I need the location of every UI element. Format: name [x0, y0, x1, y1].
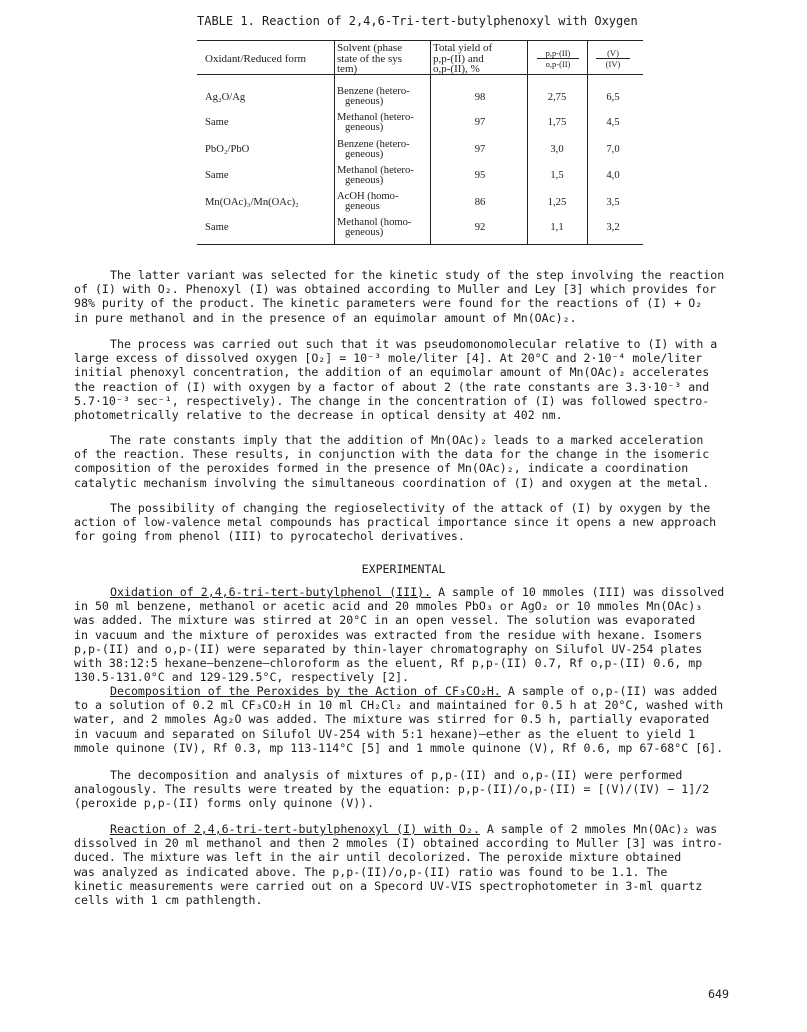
cell-ratio-v-iv: 3,5	[606, 197, 620, 208]
cell-ratio-pp-op: 3,0	[550, 144, 564, 155]
paragraph-oxidation: Oxidation of 2,4,6-tri-tert-butylphenol (III). A sample of 10 mmoles (III) was dissolved in 50 ml benzene, methanol or acetic acid and 20 mmoles PbO₃ or AgO₂ or 10 mmoles Mn(OAc)₃ was added. The mixture was stirred at 20°C in an open vessel. The solution was evaporated in vacuum and the mixture of peroxides was extracted from the residue with hexane. Isomers p,p-(II) and o,p-(II) were separated by thin-layer chromatography on Silufol UV-254 plates with 38:12:5 hexane—benzene—chloroform as the eluent, Rf p,p-(II) 0.7, Rf o,p-(II) 0.6, mp 130.5-131.0°C and 129-129.5°C, respectively [2].	[74, 585, 725, 685]
subsection-title: Reaction of 2,4,6-tri-tert-butylphenoxyl (I) with O₂.	[110, 822, 480, 836]
subsection-title: Oxidation of 2,4,6-tri-tert-butylphenol (III).	[110, 585, 432, 599]
cell-yield: 98	[474, 92, 486, 103]
header-ratio-v-iv: $\frac{(V)}{(IV)}$	[596, 48, 630, 69]
cell-solvent: Benzene (hetero- geneous)	[337, 86, 410, 107]
cell-oxidant: Mn(OAc)₃/Mn(OAc)₂	[205, 197, 299, 208]
table-header-rule	[197, 74, 643, 75]
paragraph-kinetic-variant: The latter variant was selected for the kinetic study of the step involving the reaction of (I) with O₂. Phenoxyl (I) was obtained according to Muller and Ley [3] which provides for 98% purity of the product. The kinetic parameters were found for the reactions of (I) + O₂ in pure methanol and in the presence of an equimolar amount of Mn(OAc)₂.	[74, 268, 725, 325]
cell-oxidant: Same	[205, 117, 229, 128]
paragraph-process: The process was carried out such that it was pseudomonomolecular relative to (I) with a large excess of dissolved oxygen [O₂] = 10⁻³ mole/liter [4]. At 20°C and 2·10⁻⁴ mole/liter initial phenoxyl concentration, the addition of an equimolar amount of Mn(OAc)₂ accelerates the reaction of (I) with oxygen by a factor of about 2 (the rate constants are 3.3·10⁻³ and 5.7·10⁻³ sec⁻¹, respectively). The change in the concentration of (I) was followed spectro- photometrically relative to the decrease in optical density at 402 nm.	[74, 337, 718, 423]
cell-oxidant: Same	[205, 222, 229, 233]
paragraph-regioselectivity: The possibility of changing the regioselectivity of the attack of (I) by oxygen by the action of low-valence metal compounds has practical importance since it opens a new approach for going from phenol (III) to pyrocatechol derivatives.	[74, 501, 717, 544]
table-title: TABLE 1. Reaction of 2,4,6-Tri-tert-butylphenoxyl with Oxygen	[197, 14, 638, 28]
cell-yield: 97	[474, 117, 486, 128]
table-column-divider	[527, 40, 528, 244]
table-column-divider	[430, 40, 431, 244]
cell-yield: 92	[474, 222, 486, 233]
cell-yield: 95	[474, 170, 486, 181]
cell-solvent: Methanol (hetero- geneous)	[337, 165, 414, 186]
paragraph-rate-constants: The rate constants imply that the addition of Mn(OAc)₂ leads to a marked acceleration of the reaction. These results, in conjunction with the data for the change in the isomeric composition of the peroxides formed in the presence of Mn(OAc)₂, indicate a coordination catalytic mechanism involving the simultaneous coordination of (I) and oxygen at the metal.	[74, 433, 710, 490]
paragraph-phenoxyl-reaction: Reaction of 2,4,6-tri-tert-butylphenoxyl (I) with O₂. A sample of 2 mmoles Mn(OAc)₂ was dissolved in 20 ml methanol and then 2 mmoles (I) obtained according to Muller [3] was intro- duced. The mixture was left in the air until decolorized. The peroxide mixture obtained was analyzed as indicated above. The p,p-(II)/o,p-(II) ratio was found to be 1.1. The kinetic measurements were carried out on a Specord UV-VIS spectrophotometer in 3-ml quartz cells with 1 cm pathlength.	[74, 822, 724, 908]
subsection-title: Decomposition of the Peroxides by the Action of CF₃CO₂H.	[110, 684, 501, 698]
cell-ratio-pp-op: 1,75	[547, 117, 567, 128]
paragraph-decomposition: Decomposition of the Peroxides by the Action of CF₃CO₂H. A sample of o,p-(II) was added to a solution of 0.2 ml CF₃CO₂H in 10 ml CH₂Cl₂ and maintained for 0.5 h at 20°C, washed with water, and 2 mmoles Ag₂O was added. The mixture was stirred for 0.5 h, partially evaporated in vacuum and separated on Silufol UV-254 with 5:1 hexane)—ether as the eluent to yield 1 mmole quinone (IV), Rf 0.3, mp 113-114°C [5] and 1 mmole quinone (V), Rf 0.6, mp 67-68°C [6].	[74, 684, 724, 755]
cell-ratio-v-iv: 4,0	[606, 170, 620, 181]
cell-yield: 86	[474, 197, 486, 208]
cell-solvent: Methanol (hetero- geneous)	[337, 112, 414, 133]
header-oxidant: Oxidant/Reduced form	[205, 53, 307, 65]
cell-oxidant: Ag₂O/Ag	[205, 92, 246, 103]
cell-ratio-pp-op: 1,5	[550, 170, 564, 181]
paragraph-analysis: The decomposition and analysis of mixtures of p,p-(II) and o,p-(II) were performed analogously. The results were treated by the equation: p,p-(II)/o,p-(II) = [(V)/(IV) − 1]/2 (peroxide p,p-(II) forms only quinone (V)).	[74, 768, 710, 811]
cell-ratio-pp-op: 1,25	[547, 197, 567, 208]
header-solvent: Solvent (phase state of the sys tem)	[337, 42, 403, 75]
page-number: 649	[708, 987, 729, 1001]
cell-ratio-v-iv: 6,5	[606, 92, 620, 103]
table-column-divider	[334, 40, 335, 244]
reaction-table	[197, 40, 643, 244]
cell-oxidant: Same	[205, 170, 229, 181]
cell-ratio-pp-op: 2,75	[547, 92, 567, 103]
cell-solvent: AcOH (homo- geneous	[337, 191, 399, 212]
table-top-rule	[197, 40, 643, 41]
header-total-yield: Total yield of p,p-(II) and o,p-(II), %	[433, 42, 493, 75]
table-column-divider	[587, 40, 588, 244]
section-heading-experimental: EXPERIMENTAL	[361, 562, 446, 576]
cell-ratio-v-iv: 4,5	[606, 117, 620, 128]
cell-oxidant: PbO₂/PbO	[205, 144, 250, 155]
cell-ratio-pp-op: 1,1	[550, 222, 564, 233]
header-ratio-pp-op: $\frac{p,p-(II)}{o,p-(II)}$	[537, 48, 579, 69]
cell-solvent: Benzene (hetero- geneous)	[337, 139, 410, 160]
table-bottom-rule	[197, 244, 643, 245]
cell-ratio-v-iv: 7,0	[606, 144, 620, 155]
cell-yield: 97	[474, 144, 486, 155]
cell-ratio-v-iv: 3,2	[606, 222, 620, 233]
cell-solvent: Methanol (homo- geneous)	[337, 217, 412, 238]
